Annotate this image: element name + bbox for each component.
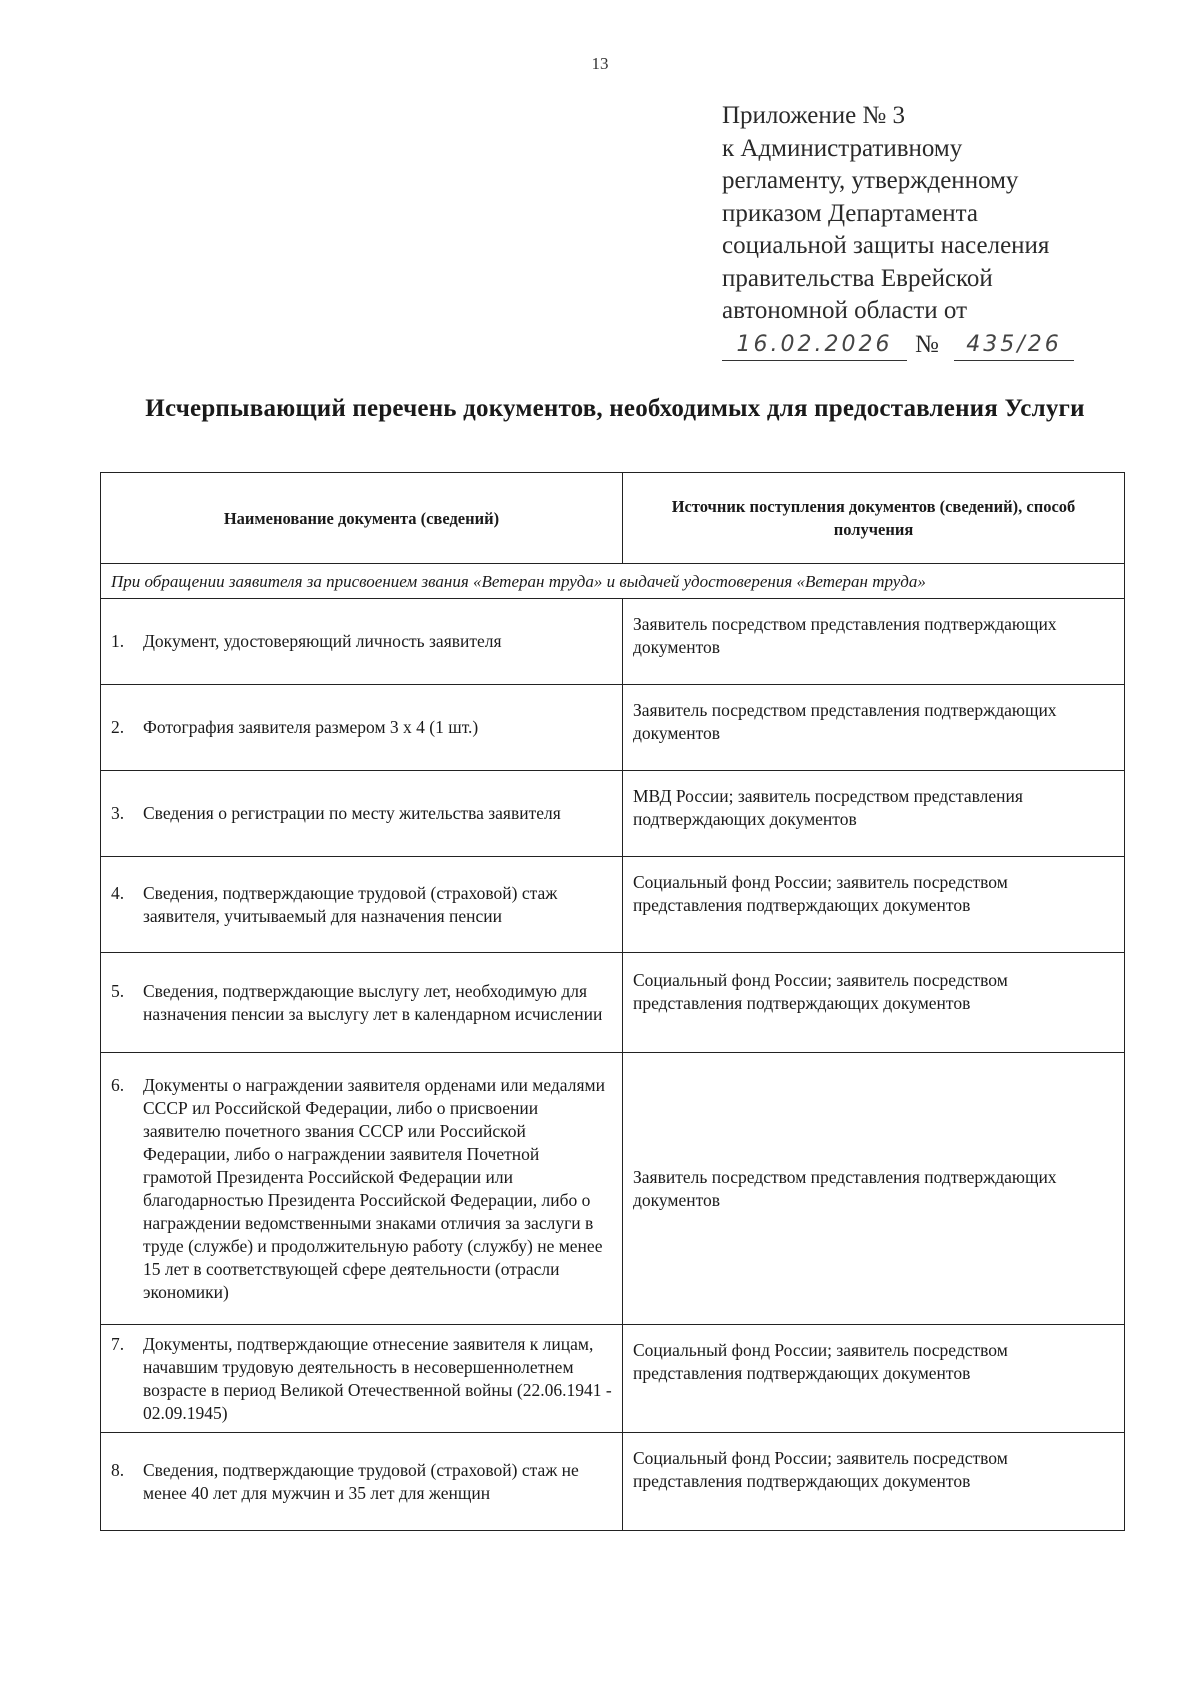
table-row xyxy=(101,1433,1125,1531)
source-cell: Социальный фонд России; заявитель посредством представления подтверждающих документов xyxy=(623,953,1125,1053)
document-title: Исчерпывающий перечень документов, необходимых для предоставления Услуги xyxy=(145,395,1085,422)
source-cell: МВД России; заявитель посредством представления подтверждающих документов xyxy=(623,771,1125,857)
table-row xyxy=(101,1053,1125,1325)
source-cell: Социальный фонд России; заявитель посредством представления подтверждающих документов xyxy=(623,1433,1125,1531)
header-source: Источник поступления документов (сведений), способ получения xyxy=(623,473,1125,564)
order-number: 435/26 xyxy=(954,330,1074,361)
appendix-line: Приложение № 3 xyxy=(722,102,906,129)
document-name-cell xyxy=(101,599,623,685)
document-name-cell xyxy=(101,685,623,771)
table-row xyxy=(101,953,1125,1053)
source-cell: Заявитель посредством представления подтверждающих документов xyxy=(623,599,1125,685)
appendix-line: социальной защиты населения xyxy=(722,232,1050,259)
document-name: Сведения, подтверждающие трудовой (страховой) стаж не менее 40 лет для мужчин и 35 лет для женщин xyxy=(143,1459,579,1503)
document-name-cell xyxy=(101,953,623,1053)
source-cell: Социальный фонд России; заявитель посредством представления подтверждающих документов xyxy=(623,857,1125,953)
row-number: 3. xyxy=(111,803,125,823)
section-caption: При обращении заявителя за присвоением звания «Ветеран труда» и выдачей удостоверения «Ветеран труда» xyxy=(101,564,1125,599)
row-number: 1. xyxy=(111,631,125,651)
table-row xyxy=(101,599,1125,685)
appendix-line: к Административному xyxy=(722,134,963,162)
row-number: 8. xyxy=(111,1459,125,1480)
source-cell: Заявитель посредством представления подтверждающих документов xyxy=(623,685,1125,771)
row-number: 6. xyxy=(111,1074,125,1095)
document-name: Документы, подтверждающие отнесение заявителя к лицам, начавшим трудовую деятельность в несовершеннолетнем возрасте в период Великой Отечественной войны (22.06.1941 - 02.09.1945) xyxy=(143,1333,612,1423)
source-cell: Заявитель посредством представления подтверждающих документов xyxy=(623,1053,1125,1325)
document-name: Документы о награждении заявителя орденами или медалями СССР ил Российской Федерации, либо о присвоении заявителю почетного звания СССР или Российской Федерации, либо о награждении заявителя Почетной грамотой Президента Российской Федерации или благодарностью Президента Российской Федерации, либо о награждении ведомственными знаками отличия за заслуги в труде (службе) и продолжительную работу (службу) не менее 15 лет в соответствующей сфере деятельности (отрасли экономики) xyxy=(143,1074,605,1302)
document-name: Сведения о регистрации по месту жительства заявителя xyxy=(143,803,561,823)
documents-table xyxy=(100,472,1125,1531)
table-row xyxy=(101,857,1125,953)
appendix-line: регламенту, утвержденному xyxy=(722,167,1019,194)
document-name: Сведения, подтверждающие трудовой (страховой) стаж заявителя, учитываемый для назначения пенсии xyxy=(143,882,558,926)
number-sign: № xyxy=(915,330,939,358)
header-document-name: Наименование документа (сведений) xyxy=(101,473,623,564)
document-name-cell xyxy=(101,1325,623,1433)
table-row xyxy=(101,685,1125,771)
row-number: 4. xyxy=(111,882,125,903)
source-cell: Социальный фонд России; заявитель посредством представления подтверждающих документов xyxy=(623,1325,1125,1433)
table-row xyxy=(101,771,1125,857)
document-name-cell xyxy=(101,771,623,857)
section-row xyxy=(101,564,1125,599)
page-number: 13 xyxy=(591,54,609,73)
row-number: 5. xyxy=(111,980,125,1001)
document-name-cell xyxy=(101,857,623,953)
appendix-line: автономной области от xyxy=(722,297,968,324)
document-name: Документ, удостоверяющий личность заявителя xyxy=(143,631,502,651)
document-name-cell xyxy=(101,1053,623,1325)
document-name: Сведения, подтверждающие выслугу лет, необходимую для назначения пенсии за выслугу лет в календарном исчислении xyxy=(143,980,603,1024)
document-name: Фотография заявителя размером 3 х 4 (1 шт.) xyxy=(143,717,479,737)
appendix-line: приказом Департамента xyxy=(722,199,978,227)
appendix-block xyxy=(722,100,1162,366)
order-date: 16.02.2026 xyxy=(722,330,907,361)
row-number: 7. xyxy=(111,1333,125,1354)
row-number: 2. xyxy=(111,717,125,737)
table-header-row xyxy=(101,473,1125,564)
table-row xyxy=(101,1325,1125,1433)
order-date-number xyxy=(722,330,1162,366)
document-name-cell xyxy=(101,1433,623,1531)
appendix-line: правительства Еврейской xyxy=(722,264,993,292)
